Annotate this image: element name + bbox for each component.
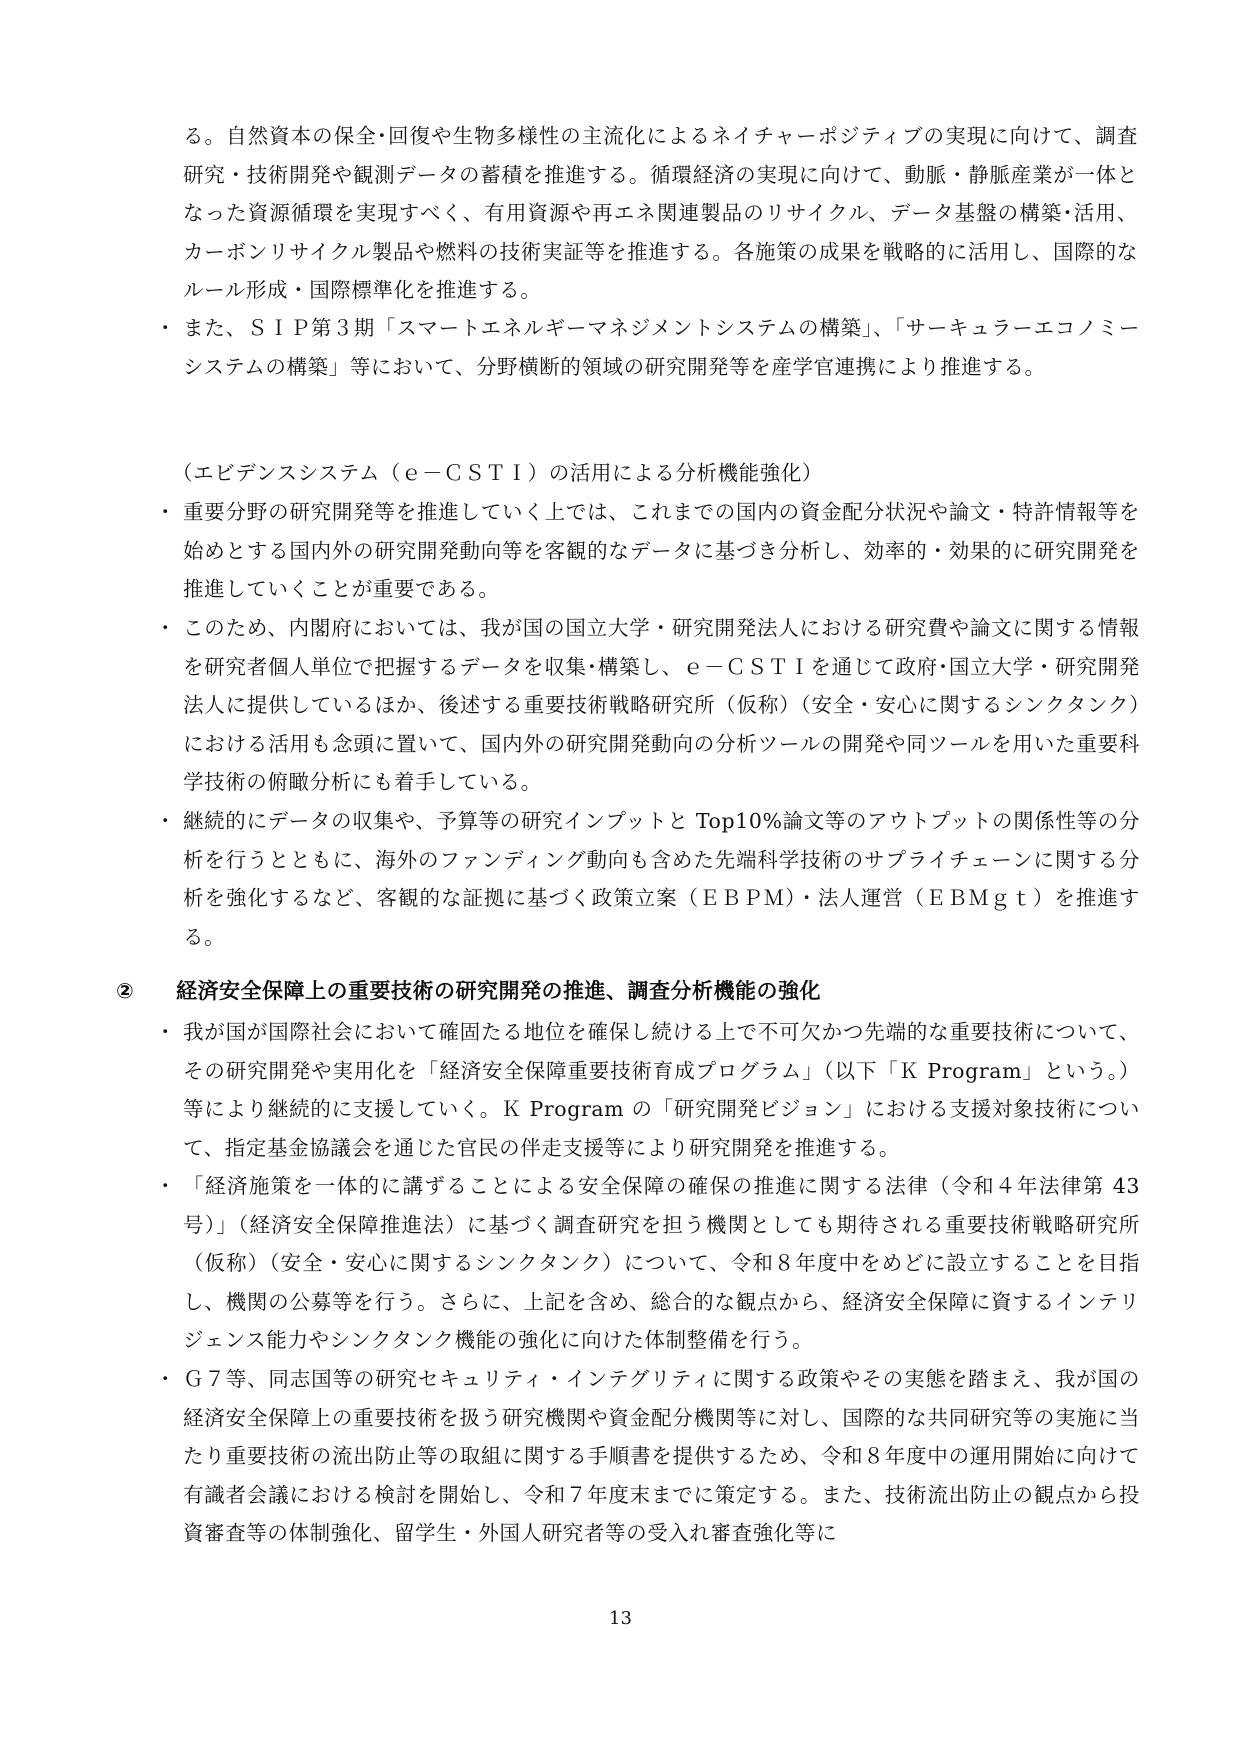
list-item-text: Ｇ７等、同志国等の研究セキュリティ・インテグリティに関する政策やその実態を踏まえ、我が国の経済安全保障上の重要技術を扱う研究機関や資金配分機関等に対し、国際的な共同研究等の実施に当たり重要技術の流出防止等の取組に関する手順書を提供するため、令和８年度中の運用開始に向けて有識者会議における検討を開始し、令和７年度末までに策定する。また、技術流出防止の観点から投資審査等の体制強化、留学生・外国人研究者等の受入れ審査強化等に bbox=[183, 1367, 1140, 1546]
continuation-paragraph: る。自然資本の保全･回復や生物多様性の主流化によるネイチャーポジティブの実現に向けて、調査研究・技術開発や観測データの蓄積を推進する。循環経済の実現に向けて、動脈・静脈産業が一体となった資源循環を実現すべく、有用資源や再エネ関連製品のリサイクル、データ基盤の構築･活用、カーボンリサイクル製品や燃料の技術実証等を推進する。各施策の成果を戦略的に活用し、国際的なルール形成・国際標準化を推進する。 bbox=[183, 124, 1138, 303]
list-item-text: 継続的にデータの収集や、予算等の研究インプットと Top10%論文等のアウトプットの関係性等の分析を行うとともに、海外のファンディング動向も含めた先端科学技術のサプライチェーンに関する分析を強化するなど、客観的な証拠に基づく政策立案（ＥＢＰＭ）・法人運営（ＥＢＭｇｔ）を推進する。 bbox=[183, 809, 1140, 949]
subheading: （エビデンスシステム（ｅ－ＣＳＴＩ）の活用による分析機能強化） bbox=[172, 461, 824, 485]
list-item-text: このため、内閣府においては、我が国の国立大学・研究開発法人における研究費や論文に関する情報を研究者個人単位で把握するデータを収集･構築し、ｅ－ＣＳＴＩを通じて政府･国立大学・研究開発法人に提供しているほか、後述する重要技術戦略研究所（仮称）（安全・安心に関するシンクタンク）における活用も念頭に置いて、国内外の研究開発動向の分析ツールの開発や同ツールを用いた重要科学技術の俯瞰分析にも着手している。 bbox=[183, 616, 1140, 795]
bullet-mark: ・ bbox=[155, 500, 176, 524]
list-item-text: 重要分野の研究開発等を推進していく上では、これまでの国内の資金配分状況や論文・特許情報等を始めとする国内外の研究開発動向等を客観的なデータに基づき分析し、効率的・効果的に研究開発を推進していくことが重要である。 bbox=[183, 500, 1140, 602]
bullet-mark: ・ bbox=[155, 316, 176, 340]
bullet-mark: ・ bbox=[155, 616, 176, 640]
bullet-mark: ・ bbox=[155, 1367, 176, 1391]
list-item-text: 「経済施策を一体的に講ずることによる安全保障の確保の推進に関する法律（令和４年法律第 43 号）」（経済安全保障推進法）に基づく調査研究を担う機関としても期待される重要技術戦略研究所（仮称）（安全・安心に関するシンクタンク）について、令和８年度中をめどに設立することを目指し、機関の公募等を行う。さらに、上記を含め、総合的な観点から、経済安全保障に資するインテリジェンス能力やシンクタンク機能の強化に向けた体制整備を行う。 bbox=[183, 1174, 1140, 1353]
list-item bbox=[155, 1360, 1140, 1553]
bullet-mark: ・ bbox=[155, 1020, 176, 1044]
bullet-mark: ・ bbox=[155, 1174, 176, 1198]
list-item bbox=[155, 1167, 1140, 1360]
bullet-mark: ・ bbox=[155, 809, 176, 833]
list-item bbox=[155, 609, 1140, 802]
section-number: ② bbox=[116, 979, 135, 1003]
list-item bbox=[155, 309, 1140, 386]
list-item bbox=[155, 1013, 1140, 1167]
list-item-text: また、ＳＩＰ第３期「スマートエネルギーマネジメントシステムの構築」、「サーキュラーエコノミーシステムの構築」等において、分野横断的領域の研究開発等を産学官連携により推進する。 bbox=[183, 316, 1140, 379]
list-item bbox=[155, 493, 1140, 609]
list-item bbox=[155, 802, 1140, 956]
section-title: 経済安全保障上の重要技術の研究開発の推進、調査分析機能の強化 bbox=[176, 979, 821, 1003]
section-heading bbox=[116, 972, 821, 1010]
list-item-text: 我が国が国際社会において確固たる地位を確保し続ける上で不可欠かつ先端的な重要技術について、その研究開発や実用化を「経済安全保障重要技術育成プログラム」（以下「Ｋ Program」という。）等により継続的に支援していく。Ｋ Program の「研究開発ビジョン」における支援対象技術について、指定基金協議会を通じた官民の伴走支援等により研究開発を推進する。 bbox=[183, 1020, 1140, 1160]
page-number: 13 bbox=[609, 1608, 632, 1629]
